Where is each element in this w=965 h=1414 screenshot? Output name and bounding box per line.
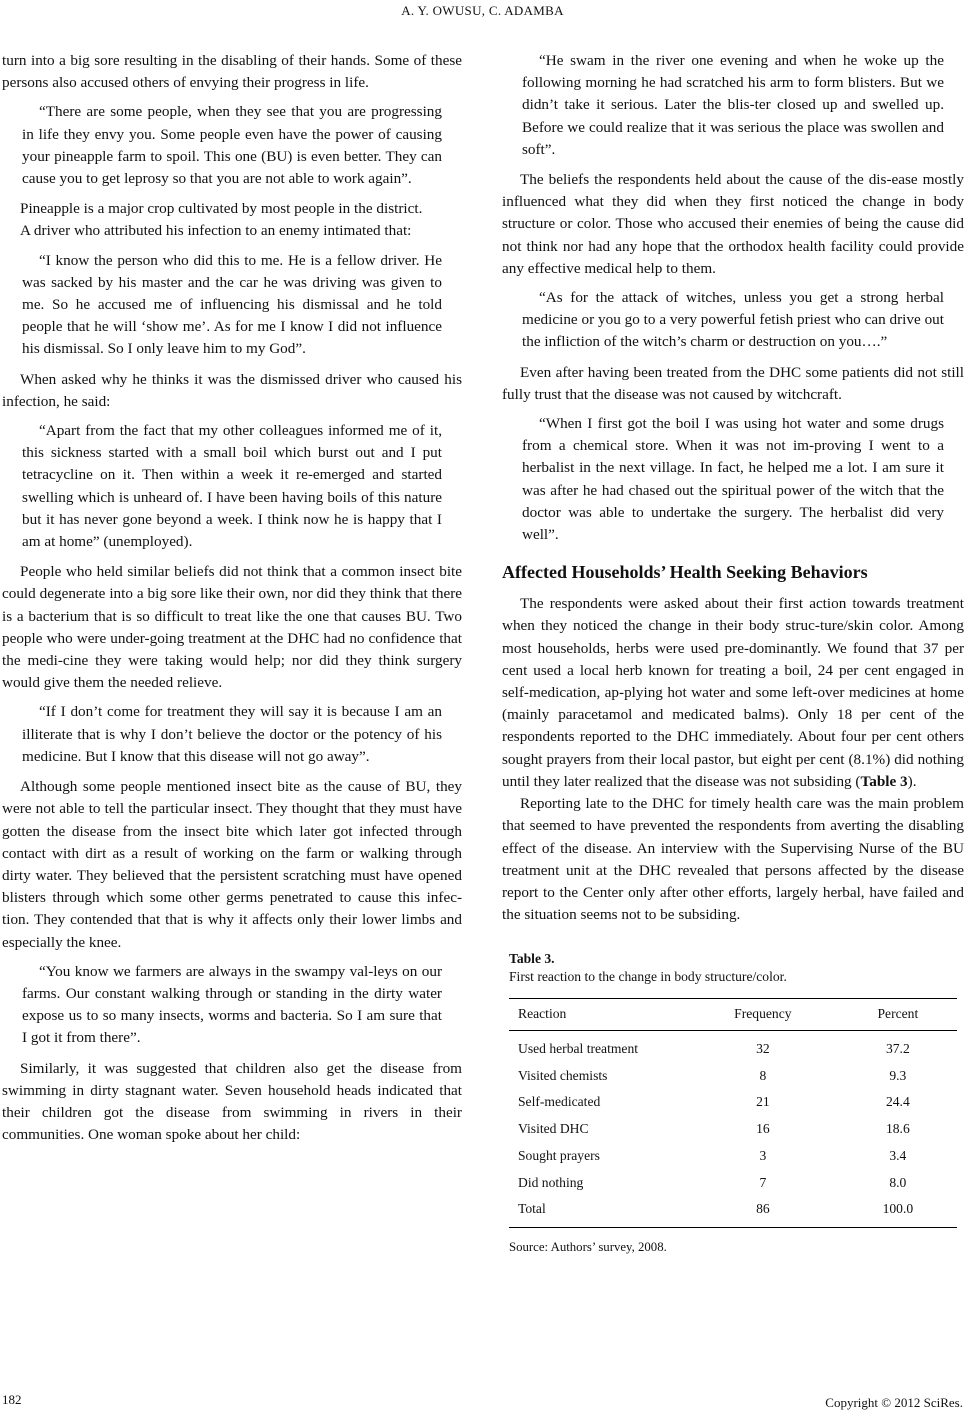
table-cell: 24.4	[885, 1094, 910, 1110]
table-cell: Visited chemists	[518, 1067, 608, 1083]
table-row	[509, 1143, 957, 1170]
data-table	[509, 998, 957, 1228]
table-cell: 16	[756, 1121, 770, 1137]
table-cell: 9.3	[889, 1067, 907, 1083]
left-column	[2, 50, 462, 1146]
paragraph: The beliefs the respondents held about the cause of the dis-ease mostly influenced what they did when they first noticed the change in body structure or color. Those who accused their enemies of being the cause did not think nor had any hope that the orthodox health facility could provide any effective medical help to them.	[502, 171, 964, 277]
paragraph: Although some people mentioned insect bite as the cause of BU, they were not able to tell the particular insect. They thought that they must have gotten the disease from the insect bite which later got infected through contact with dirt as a result of working on the farm or walking through dirty water. They believed that the persistent scratching must have opened blisters through which some other germs penetrated to cause this infec-tion. They contended that that is why it affects only their lower limbs and especially the knee.	[2, 778, 462, 951]
paragraph: When asked why he thinks it was the dismissed driver who caused his infection, he said:	[2, 370, 462, 410]
table-cell: Total	[509, 1196, 687, 1227]
paragraph: Even after having been treated from the DHC some patients did not still fully trust that the disease was not caused by witchcraft.	[502, 363, 964, 403]
paragraph-text: The respondents were asked about their first action towards treatment when they noticed the change in their body struc-ture/skin color. Among most households, herbs were used pre-dominantly. We found that 37 per cent used a local herb known for treating a boil, 24 per cent engaged in self-medication, ap-plying hot water and some left-over medicines at home (mainly paracetamol and medicated balms). Only 18 per cent of the respondents reported to the DHC immediately. About four per cent others sought prayers from their local pastor, but eight per cent (8.1%) did nothing until they later realized that the disease was not subsiding (	[502, 595, 964, 790]
right-column	[502, 50, 964, 1255]
paragraph: A driver who attributed his infection to an enemy intimated that:	[20, 222, 412, 240]
table-cell: 21	[756, 1094, 770, 1110]
table-row	[509, 1116, 957, 1143]
paragraph: Reporting late to the DHC for timely health care was the main problem that seemed to have prevented the respondents from averting the disabling effect of the disease. An interview with the Supervising Nurse of the BU treatment unit at the DHC revealed that persons affected by the disease report to the Center only after other efforts, largely herbal, have failed and the situation seems not to be subsiding.	[502, 795, 964, 924]
table-cell: Sought prayers	[518, 1147, 600, 1163]
table-cell: 3.4	[889, 1147, 907, 1163]
table-cell: Did nothing	[518, 1174, 584, 1190]
table-cell: 8.0	[889, 1174, 907, 1190]
table-header-row	[509, 999, 957, 1031]
copyright-notice: Copyright © 2012 SciRes.	[825, 1395, 963, 1410]
interview-quote: “If I don’t come for treatment they will say it is because I am an illiterate that is why I don’t believe the doctor or the potency of his medicine. But I know that this disease will not go away”.	[22, 703, 442, 765]
column-header-reaction: Reaction	[509, 999, 687, 1031]
table-cell: 8	[759, 1067, 767, 1083]
paragraph: People who held similar beliefs did not think that a common insect bite could degenerate into a big sore like their own, nor did they think that there is a bacterium that is so difficult to treat like the one that causes BU. Two people who were under-going treatment at the DHC had no confidence that the medi-cine they were taking would help; nor did they think surgery would give them the needed relieve.	[2, 563, 462, 692]
paragraph: Pineapple is a major crop cultivated by most people in the district.	[20, 200, 423, 218]
paragraph: turn into a big sore resulting in the disabling of their hands. Some of these persons also accused others of envying their progress in life.	[2, 52, 462, 92]
running-header: A. Y. OWUSU, C. ADAMBA	[401, 3, 564, 18]
table-row	[509, 1031, 957, 1062]
table-title: First reaction to the change in body structure/color.	[509, 969, 787, 985]
table-row	[509, 1089, 957, 1116]
interview-quote: “I know the person who did this to me. He is a fellow driver. He was sacked by his master and the car he was driving was given to me. So he accused me of influencing his dismissal and he told people that he will ‘show me’. As for me I know I did not influence his dismissal. So I only leave him to my God”.	[22, 251, 442, 358]
interview-quote: “Apart from the fact that my other colleagues informed me of it, this sickness started with a small boil which burst out and I put tetracycline on it. Then within a week it re-emerged and started swelling which is unheard of. I have been having boils of this nature but it has never gone beyond a week. I think now he is happy that I am at home” (unemployed).	[22, 422, 442, 551]
table-cell: 7	[759, 1174, 767, 1190]
table-cell: Used herbal treatment	[518, 1040, 639, 1056]
table-caption	[509, 950, 964, 986]
interview-quote: “There are some people, when they see that you are progressing in life they envy you. Some people even have the power of causing your pineapple farm to spoil. This one (BU) is even better. They can cause you to get leprosy so that you are not able to work again”.	[22, 103, 442, 188]
interview-quote: “As for the attack of witches, unless you get a strong herbal medicine or you go to a very powerful fetish priest who can drive out the infliction of the witch’s charm or destruction on you….”	[522, 289, 944, 351]
table-cell: Self-medicated	[518, 1094, 601, 1110]
interview-quote: “You know we farmers are always in the swampy val-leys on our farms. Our constant walking through or standing in the dirty water expose us to so many insects, worms and bacteria. So I am sure that I got it from there”.	[22, 962, 442, 1047]
table-cell: 3	[759, 1147, 767, 1163]
table-row	[509, 1062, 957, 1089]
section-heading: Affected Households’ Health Seeking Behaviors	[502, 562, 868, 583]
table-source-note: Source: Authors’ survey, 2008.	[509, 1239, 667, 1254]
paragraph: Similarly, it was suggested that children also get the disease from swimming in dirty stagnant water. Seven household heads indicated that their children got the disease from swimming in rivers in their communities. One woman spoke about her child:	[2, 1059, 462, 1144]
table-row	[509, 1169, 957, 1196]
page-number: 182	[2, 1392, 22, 1407]
paragraph	[502, 593, 964, 793]
table-total-row	[509, 1196, 957, 1227]
column-header-frequency: Frequency	[687, 999, 839, 1031]
table-cell: 100.0	[839, 1196, 957, 1227]
interview-quote: “When I first got the boil I was using hot water and some drugs from a chemical store. When it was not im-proving I went to a herbalist in the next village. In fact, he helped me a lot. I am sure it was after he had chased out the spiritual power of the witch that the doctor was able to undertake the surgery. The herbalist did very well”.	[522, 415, 944, 544]
table-number: Table 3.	[509, 951, 555, 967]
column-header-percent: Percent	[839, 999, 957, 1031]
table-reference-link[interactable]: Table 3	[860, 772, 908, 790]
table-cell: 37.2	[885, 1040, 910, 1056]
table-cell: 86	[687, 1196, 839, 1227]
table-cell: Visited DHC	[518, 1121, 589, 1137]
paragraph-text: ).	[907, 772, 917, 790]
table-cell: 18.6	[885, 1121, 910, 1137]
interview-quote: “He swam in the river one evening and when he woke up the following morning he had scratched his arm to form blisters. But we didn’t take it serious. Later the blis-ter closed up and swelled up. Before we could realize that it was serious the place was swollen and soft”.	[522, 52, 944, 158]
table-cell: 32	[756, 1040, 770, 1056]
